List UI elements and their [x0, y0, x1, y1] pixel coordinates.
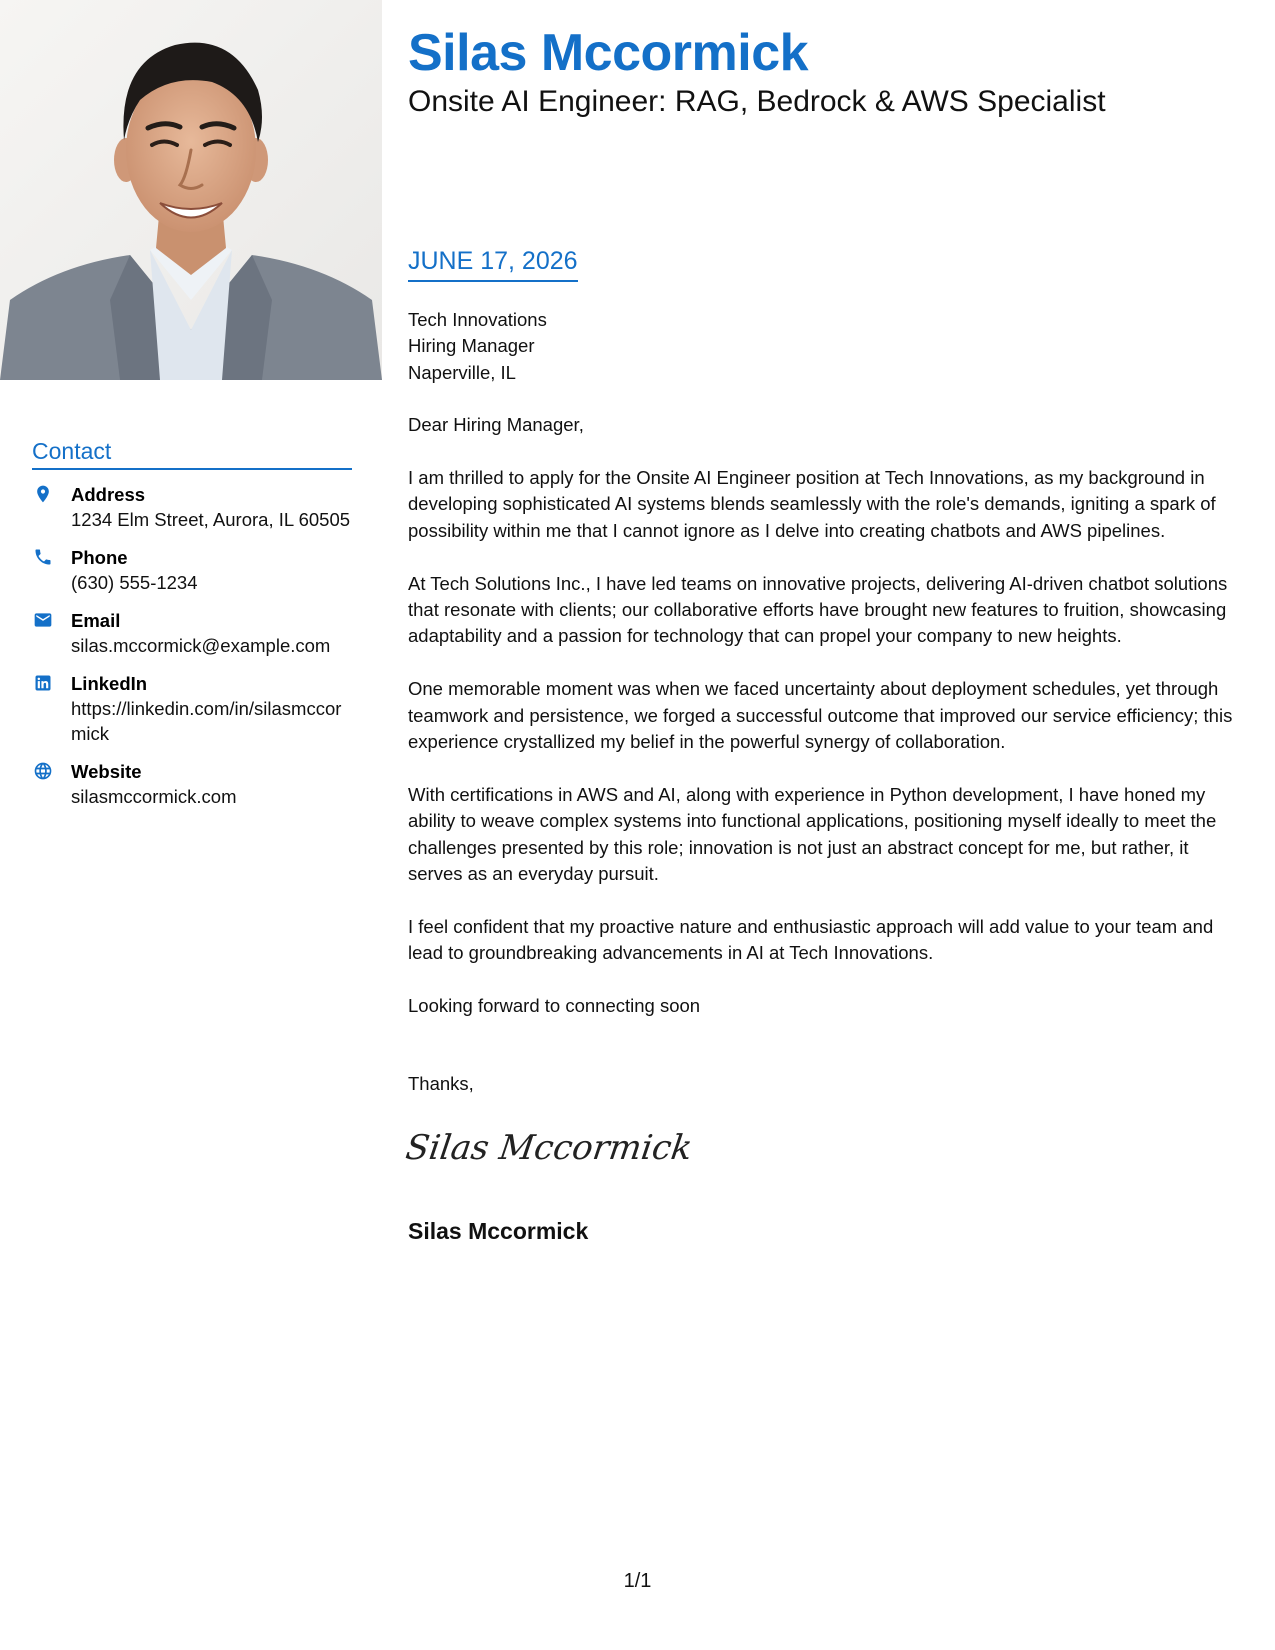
recipient-location: Naperville, IL: [408, 361, 516, 383]
signature-text: Silas Mccormick: [403, 1128, 695, 1168]
paragraph: One memorable moment was when we faced uncertainty about deployment schedules, yet through teamwork and persistence, we forged a successful outcome that improved our service efficiency; this experience crystallized my belief in the powerful synergy of collaboration.: [408, 678, 1233, 753]
envelope-icon: [32, 609, 54, 631]
contact-email: [32, 608, 352, 658]
closing-line: Looking forward to connecting soon: [408, 995, 701, 1017]
contact-website: [32, 759, 352, 809]
contact-phone: [32, 545, 352, 595]
letter-body: [408, 307, 1248, 1098]
contact-label: Phone: [71, 547, 128, 568]
contact-value[interactable]: silasmccormick.com: [71, 786, 237, 807]
profile-photo: [0, 0, 382, 380]
recipient-company: Tech Innovations: [408, 309, 547, 330]
contact-value: 1234 Elm Street, Aurora, IL 60505: [71, 509, 351, 530]
applicant-name: Silas Mccormick: [408, 24, 809, 82]
contact-value[interactable]: https://linkedin.com/in/silasmccormick: [71, 698, 342, 744]
paragraph: I am thrilled to apply for the Onsite AI Engineer position at Tech Innovations, as my background in developing sophisticated AI systems blends seamlessly with the role's demands, igniting a spark of possibility within me that I cannot ignore as I delve into creating chatbots and AWS pipelines.: [408, 467, 1216, 541]
map-pin-icon: [32, 483, 54, 505]
contact-label: Website: [71, 761, 142, 782]
contact-value: (630) 555-1234: [71, 572, 198, 593]
contact-label: LinkedIn: [71, 673, 148, 694]
recipient-role: Hiring Manager: [408, 335, 535, 357]
contact-label: Address: [71, 484, 146, 505]
signed-name: Silas Mccormick: [408, 1218, 589, 1244]
phone-icon: [32, 546, 54, 568]
linkedin-icon: [32, 672, 54, 694]
globe-icon: [32, 760, 54, 782]
contact-address: [32, 482, 352, 532]
contact-section: [32, 438, 352, 822]
page-number: 1/1: [623, 1570, 652, 1592]
contact-value[interactable]: silas.mccormick@example.com: [71, 635, 331, 656]
greeting: Dear Hiring Manager,: [408, 414, 584, 436]
contact-heading: Contact: [32, 438, 352, 470]
sign-off: Thanks,: [408, 1073, 474, 1095]
paragraph: I feel confident that my proactive nature and enthusiastic approach will add value to your team and lead to groundbreaking advancements in AI at Tech Innovations.: [408, 915, 1214, 964]
recipient-block: [408, 307, 1248, 386]
handwritten-signature: [403, 1128, 696, 1198]
applicant-headline: Onsite AI Engineer: RAG, Bedrock & AWS Specialist: [408, 85, 1106, 118]
contact-linkedin: [32, 671, 352, 746]
letter-date: JUNE 17, 2026: [408, 246, 578, 282]
letter-header: [408, 22, 1248, 120]
paragraph: At Tech Solutions Inc., I have led teams on innovative projects, delivering AI-driven chatbot solutions that resonate with clients; our collaborative efforts have brought new features to fruition, showcasing adaptability and a passion for technology that can propel your company to new heights.: [408, 572, 1228, 647]
contact-label: Email: [71, 610, 121, 631]
paragraph: With certifications in AWS and AI, along with experience in Python development, I have honed my ability to weave complex systems into functional applications, positioning myself ideally to meet the challenges presented by this role; innovation is not just an abstract concept for me, but rather, it serves as an everyday pursuit.: [408, 783, 1217, 885]
